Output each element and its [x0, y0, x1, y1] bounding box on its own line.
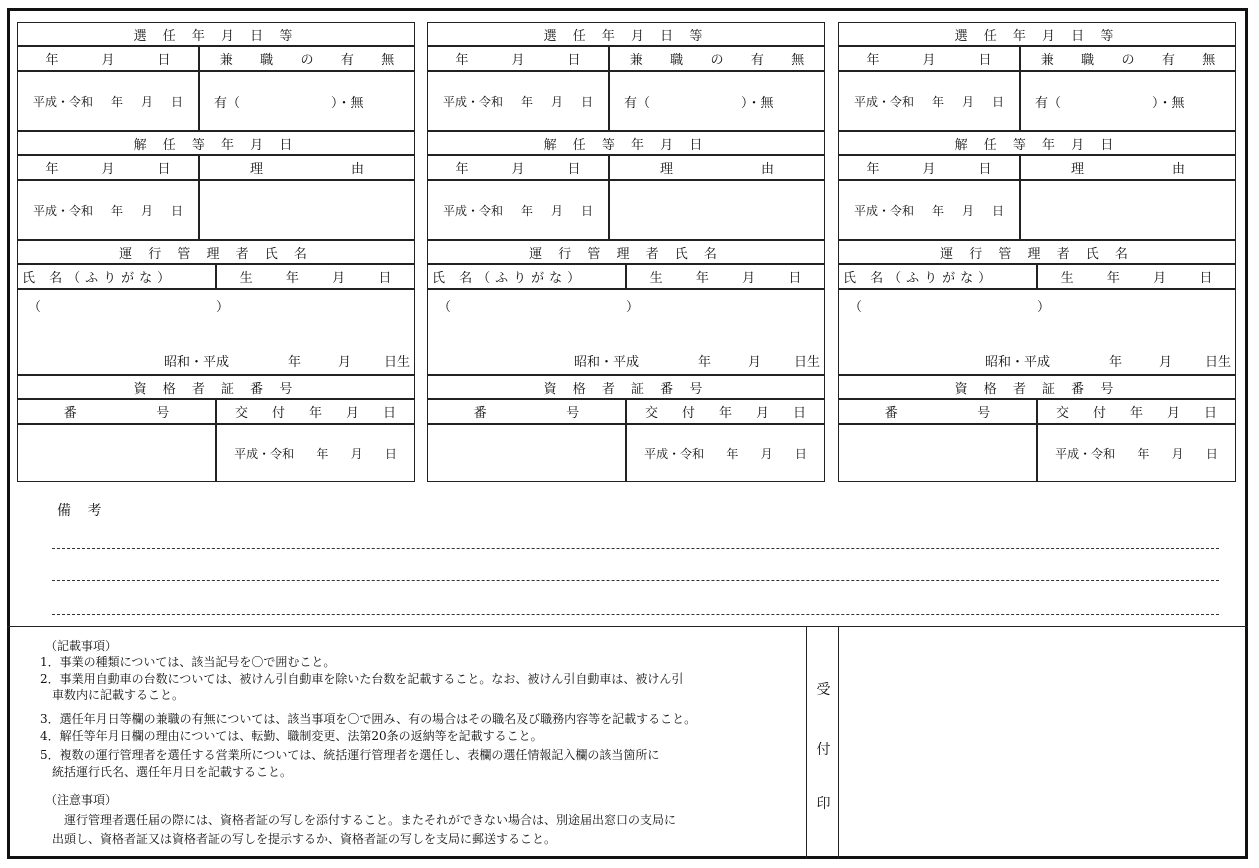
birth-year: 年: [1109, 355, 1123, 370]
birth-header: [626, 264, 825, 289]
dismissal-date-year: 年: [520, 203, 533, 218]
appointment-header: [17, 22, 415, 46]
name-furigana-header: [17, 264, 216, 289]
birth-year: 年: [288, 355, 302, 370]
appointment-date-header-year: 年: [45, 53, 59, 68]
appointment-date-day: 日: [991, 94, 1004, 109]
concurrent-header-char: 有: [750, 53, 764, 68]
dismissal-date-month: 月: [961, 203, 974, 218]
era-label: 平成・令和: [644, 446, 705, 461]
appointment-date-month: 月: [550, 94, 563, 109]
issue-date-header-char: 月: [755, 406, 769, 421]
issue-date-header-char: 年: [1129, 406, 1143, 421]
concurrent-header-char: 有: [340, 53, 354, 68]
issue-date-day: 日: [794, 446, 807, 461]
concurrent-header-char: 兼: [1040, 53, 1054, 68]
birth-header: [216, 264, 415, 289]
number-char-2: 号: [977, 406, 991, 421]
issue-date-field[interactable]: [626, 424, 825, 482]
name-birth-field[interactable]: [427, 289, 825, 375]
appointment-date-header-day: 日: [567, 53, 581, 68]
dismissal-date-day: 日: [170, 203, 183, 218]
dismissal-date-header: [427, 155, 609, 180]
issue-date-header-char: 交: [234, 406, 248, 421]
issue-date-day: 日: [384, 446, 397, 461]
issue-date-header: [1037, 399, 1236, 424]
era-label: 平成・令和: [442, 203, 503, 218]
concurrent-header-char: 職: [260, 53, 274, 68]
dismissal-date-header: [17, 155, 199, 180]
dismissal-date-day: 日: [991, 203, 1004, 218]
number-char-2: 号: [566, 406, 580, 421]
appointment-date-header-month: 月: [922, 53, 936, 68]
entry-line-4: 3．選任年月日等欄の兼職の有無については、該当事項を〇で囲み、有の場合はその職名及び職務内容等を記載すること。: [40, 712, 697, 726]
manager-name-header-text: 運 行 管 理 者 氏 名: [529, 246, 723, 262]
number-char-2: 号: [156, 406, 170, 421]
paren-close: ）: [626, 300, 640, 315]
dismissal-date-header-month: 月: [511, 162, 525, 177]
dismissal-date-header-day: 日: [978, 162, 992, 177]
birth-era-label: 昭和・平成: [164, 355, 230, 370]
reason-field[interactable]: [1020, 180, 1236, 240]
concurrent-header-char: の: [1121, 53, 1135, 68]
appointment-date-header-month: 月: [511, 53, 525, 68]
appointment-header-text: 選 任 年 月 日 等: [954, 28, 1120, 44]
appointment-date-header: [17, 46, 199, 71]
issue-date-header: [216, 399, 415, 424]
era-label: 平成・令和: [853, 94, 914, 109]
concurrent-header-char: 職: [670, 53, 684, 68]
number-header: [838, 399, 1037, 424]
caution-title: （注意事項）: [45, 793, 118, 807]
name-birth-field[interactable]: [838, 289, 1236, 375]
name-furigana-text: 氏 名（ふりがな）: [432, 271, 586, 286]
birth-header-char: 日: [1199, 271, 1213, 286]
dismissal-date-month: 月: [550, 203, 563, 218]
concurrent-field[interactable]: [1020, 71, 1236, 131]
dismissal-header-text: 解 任 等 年 月 日: [954, 137, 1120, 153]
issue-date-header-char: 日: [792, 406, 806, 421]
appointment-header-text: 選 任 年 月 日 等: [543, 28, 709, 44]
dismissal-header-text: 解 任 等 年 月 日: [133, 137, 299, 153]
manager-name-header: [838, 240, 1236, 264]
dismissal-header: [17, 131, 415, 155]
license-header-text: 資 格 者 証 番 号: [543, 381, 709, 397]
entry-line-5: 4．解任等年月日欄の理由については、転勤、職制変更、法第20条の返納等を記載すること。: [40, 729, 543, 743]
caution-line-1: 運行管理者選任届の際には、資格者証の写しを添付すること。またそれができない場合は、別途届出窓口の支局に: [40, 813, 677, 827]
birth-header-char: 日: [788, 271, 802, 286]
dismissal-date-year: 年: [110, 203, 123, 218]
reason-field[interactable]: [609, 180, 825, 240]
concurrent-field[interactable]: [609, 71, 825, 131]
dismissal-header: [838, 131, 1236, 155]
dismissal-date-header-month: 月: [922, 162, 936, 177]
paren-close: ）: [1037, 300, 1051, 315]
paren-open: （: [849, 300, 863, 315]
concurrent-header: [609, 46, 825, 71]
appointment-date-field[interactable]: [838, 71, 1020, 131]
birth-header-char: 月: [1153, 271, 1167, 286]
era-label: 平成・令和: [234, 446, 295, 461]
entry-line-6: 5．複数の運行管理者を選任する営業所については、統括運行管理者を選任し、表欄の選任情報記入欄の該当箇所に: [40, 748, 660, 762]
appointment-header-text: 選 任 年 月 日 等: [133, 28, 299, 44]
birth-header: [1037, 264, 1236, 289]
appointment-date-month: 月: [140, 94, 153, 109]
appointment-date-header-year: 年: [455, 53, 469, 68]
caution-line-2: 出頭し、資格者証又は資格者証の写しを提示するか、資格者証の写しを支局に郵送すること。: [40, 832, 557, 846]
concurrent-header: [199, 46, 415, 71]
entry-line-1: 1．事業の種類については、該当記号を〇で囲むこと。: [40, 655, 336, 669]
license-number-field[interactable]: [838, 424, 1037, 482]
reason-field[interactable]: [199, 180, 415, 240]
issue-date-header-char: 付: [1092, 406, 1106, 421]
entry-line-3: 車数内に記載すること。: [40, 688, 185, 702]
issue-date-header-char: 月: [345, 406, 359, 421]
era-label: 平成・令和: [442, 94, 503, 109]
birth-era-label: 昭和・平成: [985, 355, 1051, 370]
era-label: 平成・令和: [853, 203, 914, 218]
license-header: [838, 375, 1236, 399]
issue-date-header-char: 年: [308, 406, 322, 421]
license-number-field[interactable]: [427, 424, 626, 482]
issue-date-header-char: 月: [1166, 406, 1180, 421]
dismissal-header-text: 解 任 等 年 月 日: [543, 137, 709, 153]
appointment-date-header-month: 月: [101, 53, 115, 68]
number-header: [17, 399, 216, 424]
appointment-date-field[interactable]: [17, 71, 199, 131]
entry-line-2: 2．事業用自動車の台数については、被けん引自動車を除いた台数を記載すること。なお、被けん引自動車は、被けん引: [40, 672, 684, 686]
remarks-line-1[interactable]: [52, 548, 1219, 549]
birth-month: 月: [1159, 355, 1173, 370]
birth-header-char: 日: [378, 271, 392, 286]
appointment-date-year: 年: [110, 94, 123, 109]
dismissal-date-header-day: 日: [567, 162, 581, 177]
issue-date-header-char: 付: [271, 406, 285, 421]
dismissal-date-field[interactable]: [838, 180, 1020, 240]
issue-date-header-char: 交: [1055, 406, 1069, 421]
dismissal-date-header-day: 日: [157, 162, 171, 177]
name-furigana-text: 氏 名（ふりがな）: [22, 271, 176, 286]
birth-header-char: 年: [1106, 271, 1120, 286]
name-furigana-header: [838, 264, 1037, 289]
birth-header-char: 年: [695, 271, 709, 286]
concurrent-field[interactable]: [199, 71, 415, 131]
appointment-date-header-day: 日: [157, 53, 171, 68]
reception-stamp-label: [806, 626, 839, 859]
reason-char-1: 理: [249, 162, 263, 177]
number-char-1: 番: [63, 406, 77, 421]
issue-date-field[interactable]: [1037, 424, 1236, 482]
reason-char-1: 理: [659, 162, 673, 177]
birth-day: 日生: [384, 355, 411, 370]
birth-header-char: 生: [1060, 271, 1074, 286]
birth-day: 日生: [794, 355, 821, 370]
name-furigana-text: 氏 名（ふりがな）: [843, 271, 997, 286]
reason-char-2: 由: [1171, 162, 1185, 177]
birth-year: 年: [698, 355, 712, 370]
number-header: [427, 399, 626, 424]
dismissal-date-header-month: 月: [101, 162, 115, 177]
license-header-text: 資 格 者 証 番 号: [133, 381, 299, 397]
dismissal-header: [427, 131, 825, 155]
appointment-date-header-day: 日: [978, 53, 992, 68]
dismissal-date-field[interactable]: [427, 180, 609, 240]
concurrent-value: 有（ ）・無: [1035, 95, 1185, 111]
concurrent-header-char: の: [300, 53, 314, 68]
paren-close: ）: [216, 300, 230, 315]
issue-date-year: 年: [316, 446, 329, 461]
issue-date-header-char: 日: [382, 406, 396, 421]
reason-header: [1020, 155, 1236, 180]
reason-header: [609, 155, 825, 180]
era-label: 平成・令和: [32, 94, 93, 109]
birth-month: 月: [338, 355, 352, 370]
stamp-char-1: 受: [816, 682, 831, 698]
dismissal-date-header: [838, 155, 1020, 180]
dismissal-date-day: 日: [580, 203, 593, 218]
birth-day: 日生: [1205, 355, 1232, 370]
issue-date-header-char: 交: [644, 406, 658, 421]
birth-header-char: 生: [649, 271, 663, 286]
license-header: [427, 375, 825, 399]
issue-date-day: 日: [1205, 446, 1218, 461]
issue-date-month: 月: [1171, 446, 1184, 461]
era-label: 平成・令和: [1055, 446, 1116, 461]
entry-title: （記載事項）: [45, 639, 118, 653]
appointment-header: [427, 22, 825, 46]
stamp-char-2: 付: [816, 742, 831, 758]
reason-char-2: 由: [760, 162, 774, 177]
remarks-title: 備 考: [57, 503, 108, 519]
concurrent-header-char: 有: [1161, 53, 1175, 68]
dismissal-date-header-year: 年: [866, 162, 880, 177]
appointment-date-header-year: 年: [866, 53, 880, 68]
remarks-line-3[interactable]: [52, 614, 1219, 615]
appointment-date-month: 月: [961, 94, 974, 109]
name-birth-field[interactable]: [17, 289, 415, 375]
number-char-1: 番: [473, 406, 487, 421]
reason-header: [199, 155, 415, 180]
reason-char-1: 理: [1070, 162, 1084, 177]
name-furigana-header: [427, 264, 626, 289]
dismissal-date-header-year: 年: [455, 162, 469, 177]
notes-section: [7, 626, 807, 859]
concurrent-header-char: 無: [381, 53, 395, 68]
issue-date-year: 年: [1137, 446, 1150, 461]
appointment-date-year: 年: [931, 94, 944, 109]
issue-date-field[interactable]: [216, 424, 415, 482]
remarks-line-2[interactable]: [52, 580, 1219, 581]
appointment-date-header: [838, 46, 1020, 71]
dismissal-date-header-year: 年: [45, 162, 59, 177]
birth-header-char: 生: [239, 271, 253, 286]
concurrent-header-char: 兼: [219, 53, 233, 68]
reception-stamp-box[interactable]: [839, 626, 1248, 859]
license-header-text: 資 格 者 証 番 号: [954, 381, 1120, 397]
concurrent-header-char: の: [710, 53, 724, 68]
birth-era-label: 昭和・平成: [574, 355, 640, 370]
issue-date-header: [626, 399, 825, 424]
issue-date-year: 年: [726, 446, 739, 461]
issue-date-header-char: 年: [718, 406, 732, 421]
issue-date-month: 月: [350, 446, 363, 461]
dismissal-date-year: 年: [931, 203, 944, 218]
manager-name-header: [427, 240, 825, 264]
concurrent-value: 有（ ）・無: [214, 95, 364, 111]
issue-date-header-char: 日: [1203, 406, 1217, 421]
stamp-char-3: 印: [816, 796, 831, 812]
entry-line-7: 統括運行氏名、選任年月日を記載すること。: [40, 765, 293, 779]
manager-name-header-text: 運 行 管 理 者 氏 名: [940, 246, 1134, 262]
appointment-date-year: 年: [520, 94, 533, 109]
birth-month: 月: [748, 355, 762, 370]
appointment-date-field[interactable]: [427, 71, 609, 131]
appointment-date-day: 日: [170, 94, 183, 109]
manager-name-header-text: 運 行 管 理 者 氏 名: [119, 246, 313, 262]
issue-date-month: 月: [760, 446, 773, 461]
concurrent-header-char: 無: [791, 53, 805, 68]
birth-header-char: 月: [742, 271, 756, 286]
concurrent-header-char: 職: [1081, 53, 1095, 68]
paren-open: （: [28, 300, 42, 315]
concurrent-value: 有（ ）・無: [624, 95, 774, 111]
birth-header-char: 月: [332, 271, 346, 286]
concurrent-header-char: 兼: [629, 53, 643, 68]
dismissal-date-field[interactable]: [17, 180, 199, 240]
paren-open: （: [438, 300, 452, 315]
era-label: 平成・令和: [32, 203, 93, 218]
appointment-date-header: [427, 46, 609, 71]
license-header: [17, 375, 415, 399]
dismissal-date-month: 月: [140, 203, 153, 218]
appointment-header: [838, 22, 1236, 46]
appointment-date-day: 日: [580, 94, 593, 109]
license-number-field[interactable]: [17, 424, 216, 482]
manager-name-header: [17, 240, 415, 264]
issue-date-header-char: 付: [681, 406, 695, 421]
birth-header-char: 年: [285, 271, 299, 286]
number-char-1: 番: [884, 406, 898, 421]
reason-char-2: 由: [350, 162, 364, 177]
concurrent-header: [1020, 46, 1236, 71]
concurrent-header-char: 無: [1202, 53, 1216, 68]
